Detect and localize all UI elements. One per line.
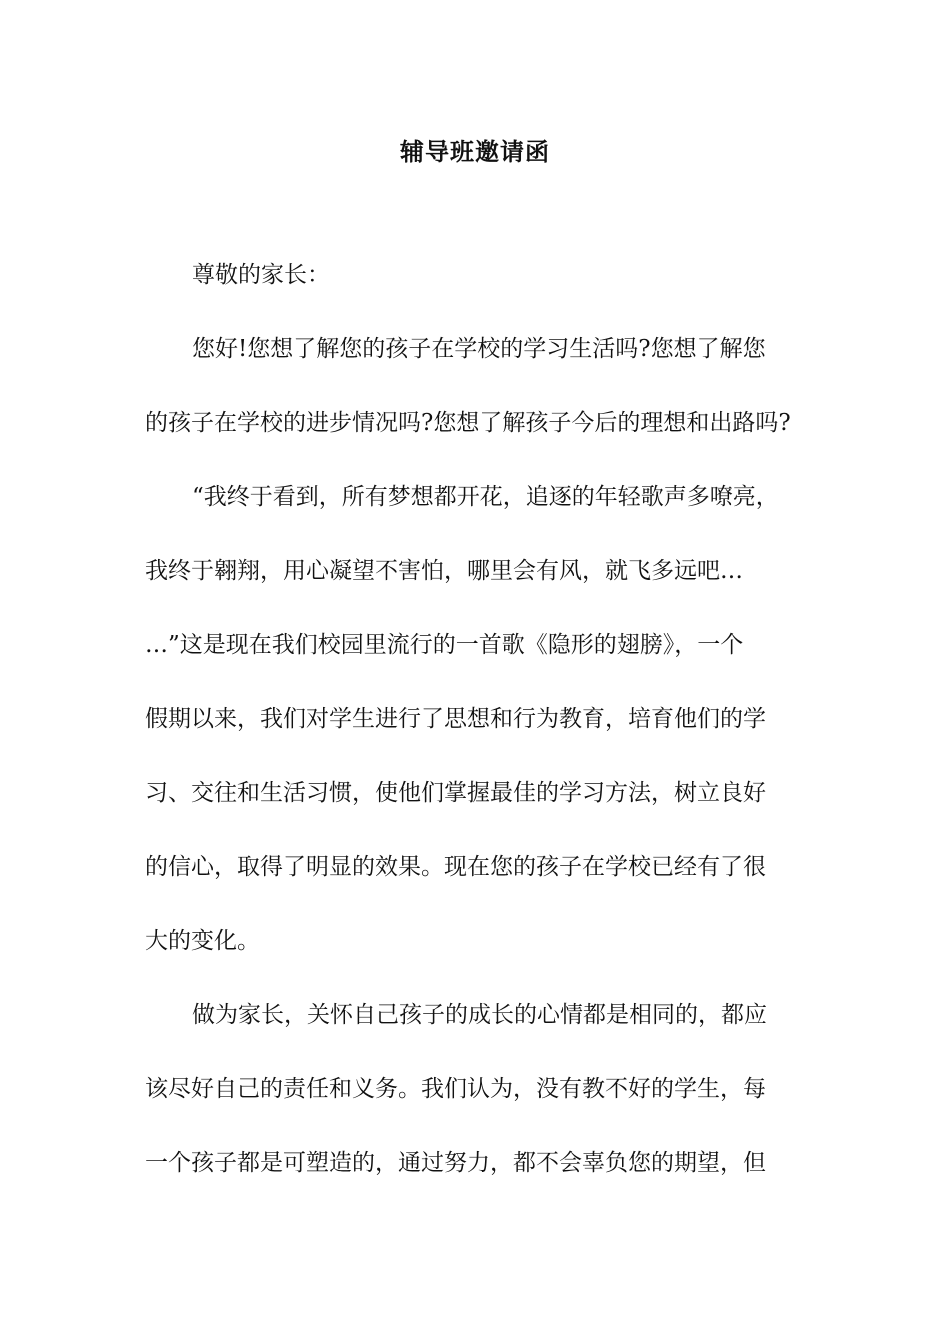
- paragraph-line: “我终于看到，所有梦想都开花，追逐的年轻歌声多嘹亮，: [192, 484, 779, 510]
- paragraph-line: 大的变化。: [145, 928, 260, 954]
- paragraph-line: …”这是现在我们校园里流行的一首歌《隐形的翅膀》，一个: [145, 632, 744, 658]
- paragraph-line: 假期以来，我们对学生进行了思想和行为教育，培育他们的学: [145, 706, 766, 732]
- document-body: [145, 255, 825, 1217]
- paragraph-line: 的信心，取得了明显的效果。现在您的孩子在学校已经有了很: [145, 854, 766, 880]
- paragraph-line: 一个孩子都是可塑造的，通过努力，都不会辜负您的期望，但: [145, 1150, 766, 1176]
- paragraph-line: 的孩子在学校的进步情况吗?您想了解孩子今后的理想和出路吗?: [145, 410, 791, 436]
- paragraph-line: 该尽好自己的责任和义务。我们认为，没有教不好的学生，每: [145, 1076, 766, 1102]
- salutation-line: 尊敬的家长：: [192, 262, 330, 288]
- document-title: 辅导班邀请函: [400, 137, 550, 166]
- paragraph-line: 做为家长，关怀自己孩子的成长的心情都是相同的，都应: [192, 1002, 767, 1028]
- paragraph-line: 我终于翱翔，用心凝望不害怕，哪里会有风，就飞多远吧…: [145, 558, 743, 584]
- paragraph-line: 您好!您想了解您的孩子在学校的学习生活吗?您想了解您: [192, 336, 766, 362]
- paragraph-line: 习、交往和生活习惯，使他们掌握最佳的学习方法，树立良好: [145, 780, 766, 806]
